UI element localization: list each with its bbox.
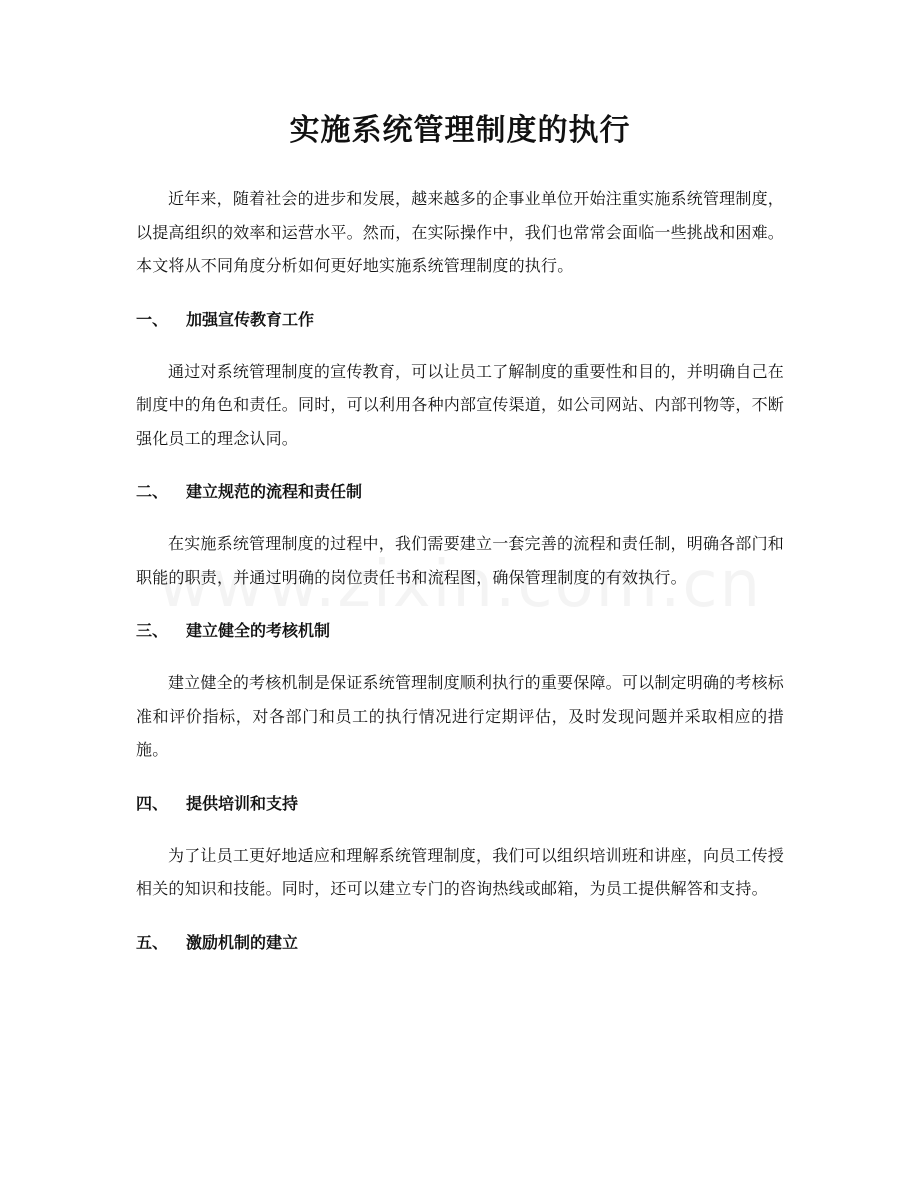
section-title: 提供培训和支持 bbox=[186, 793, 299, 813]
section-number: 二、 bbox=[136, 482, 169, 501]
section-heading-5 bbox=[136, 930, 784, 956]
section-heading-4 bbox=[136, 791, 784, 817]
section-heading-3 bbox=[136, 618, 784, 644]
section-title: 加强宣传教育工作 bbox=[186, 309, 315, 329]
document-title: 实施系统管理制度的执行 bbox=[289, 113, 631, 148]
section-title: 建立规范的流程和责任制 bbox=[186, 482, 363, 501]
section-number: 五、 bbox=[136, 932, 169, 952]
document-body bbox=[136, 182, 784, 978]
section-paragraph-2: 在实施系统管理制度的过程中，我们需要建立一套完善的流程和责任制，明确各部门和职能的职责，并通过明确的岗位责任书和流程图，确保管理制度的有效执行。 bbox=[136, 534, 784, 587]
section-number: 四、 bbox=[136, 793, 169, 813]
section-number: 三、 bbox=[136, 621, 169, 640]
section-paragraph-3: 建立健全的考核机制是保证系统管理制度顺利执行的重要保障。可以制定明确的考核标准和评价指标，对各部门和员工的执行情况进行定期评估，及时发现问题并采取相应的措施。 bbox=[136, 673, 784, 759]
intro-paragraph: 近年来，随着社会的进步和发展，越来越多的企事业单位开始注重实施系统管理制度，以提高组织的效率和运营水平。然而，在实际操作中，我们也常常会面临一些挑战和困难。本文将从不同角度分析如何更好地实施系统管理制度的执行。 bbox=[136, 189, 785, 275]
section-number: 一、 bbox=[136, 309, 169, 329]
section-title: 建立健全的考核机制 bbox=[186, 621, 331, 640]
section-paragraph-4: 为了让员工更好地适应和理解系统管理制度，我们可以组织培训班和讲座，向员工传授相关的知识和技能。同时，还可以建立专门的咨询热线或邮箱，为员工提供解答和支持。 bbox=[136, 845, 784, 898]
section-paragraph-1: 通过对系统管理制度的宣传教育，可以让员工了解制度的重要性和目的，并明确自己在制度中的角色和责任。同时，可以利用各种内部宣传渠道，如公司网站、内部刊物等，不断强化员工的理念认同。 bbox=[136, 361, 785, 448]
section-title: 激励机制的建立 bbox=[186, 932, 299, 952]
section-heading-1 bbox=[136, 307, 784, 333]
section-heading-2 bbox=[136, 479, 784, 505]
